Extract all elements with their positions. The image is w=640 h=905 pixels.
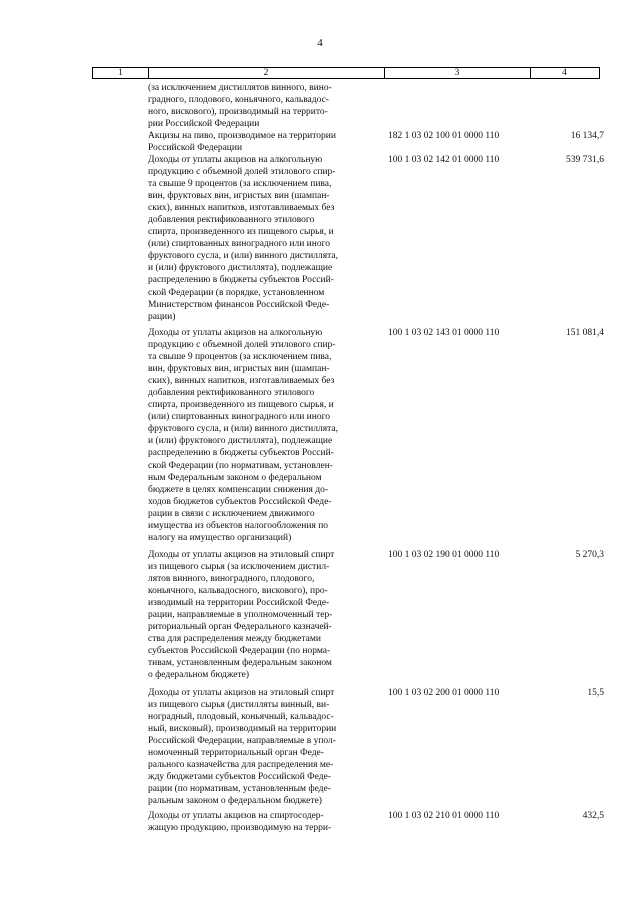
description-line: ства для распределения между бюджетами <box>148 634 321 645</box>
description-line: ного, вискового), производимый на террито- <box>148 107 328 118</box>
description-line: та свыше 9 процентов (за исключением пива, <box>148 179 332 190</box>
description-line: Доходы от уплаты акцизов на спиртосодер- <box>148 811 324 821</box>
description-line: ских), винных напитков, изготавливаемых без <box>148 203 335 214</box>
budget-code: 182 1 03 02 100 01 0000 110 <box>388 131 500 141</box>
amount: 15,5 <box>587 688 604 698</box>
description-line: ный, висковый), производимый на территории <box>148 724 337 735</box>
description-line: градного, плодового, коньячного, кальвадос- <box>148 95 329 106</box>
description-line: из пищевого сырья (за исключением дистил- <box>148 562 330 573</box>
description-line: рии Российской Федерации <box>148 119 260 130</box>
description-line: рации) <box>148 311 176 322</box>
row-description <box>148 82 370 130</box>
column-header-2: 2 <box>263 68 269 78</box>
description-line: и (или) фруктового дистиллята), подлежащие <box>148 263 333 274</box>
column-header-4: 4 <box>562 68 567 78</box>
column-header-3: 3 <box>454 68 460 78</box>
description-line: Доходы от уплаты акцизов на этиловый спирт <box>148 550 335 560</box>
column-header-1: 1 <box>118 68 123 78</box>
description-line: Доходы от уплаты акцизов на этиловый спирт <box>148 688 335 698</box>
description-line: распределению в бюджеты субъектов Россий- <box>148 275 334 286</box>
description-line: и (или) фруктового дистиллята), подлежащие <box>148 436 333 447</box>
table-header-row <box>92 67 600 79</box>
description-line: добавления ректификованного этилового <box>148 388 315 399</box>
description-line: номоченный территориальный орган Феде- <box>148 748 324 759</box>
description-line: ской Федерации (в порядке, установленном <box>148 287 325 298</box>
description-line: продукцию с объемной долей этилового спир- <box>148 167 336 178</box>
description-line: фруктового сусла, и (или) винного дистиллята, <box>148 424 338 435</box>
description-line: риториальный орган Федерального казначей- <box>148 622 332 633</box>
description-line: Российской Федерации, направляемые в упол- <box>148 736 336 747</box>
description-line: Российской Федерации <box>148 143 243 154</box>
description-line: Доходы от уплаты акцизов на алкогольную <box>148 155 323 165</box>
description-line: жду бюджетами субъектов Российской Феде- <box>148 772 331 783</box>
description-line: добавления ректификованного этилового <box>148 215 315 226</box>
description-line: ным Федеральным законом о федеральном <box>148 472 322 483</box>
description-line: фруктового сусла, и (или) винного дистиллята, <box>148 251 338 262</box>
description-line: спирта, произведенного из пищевого сырья, и <box>148 400 334 411</box>
description-line: ской Федерации (по нормативам, установлен- <box>148 460 333 471</box>
description-line: имущества из объектов налогообложения по <box>148 520 329 531</box>
description-line: ских), винных напитков, изготавливаемых без <box>148 376 335 387</box>
description-line: субъектов Российской Федерации (по норма- <box>148 646 331 657</box>
budget-code: 100 1 03 02 190 01 0000 110 <box>388 550 500 560</box>
description-line: та свыше 9 процентов (за исключением пива, <box>148 352 332 363</box>
description-line: рации в связи с исключением движимого <box>148 508 315 519</box>
description-line: о федеральном бюджете) <box>148 670 250 681</box>
row-description <box>148 810 370 834</box>
description-line: ноградный, плодовый, коньячный, кальвадос- <box>148 712 334 723</box>
description-line: вин, фруктовых вин, игристых вин (шампан- <box>148 364 330 375</box>
row-description <box>148 327 370 544</box>
description-line: продукцию с объемной долей этилового спир- <box>148 340 336 351</box>
description-line: распределению в бюджеты субъектов Россий- <box>148 448 334 459</box>
budget-code: 100 1 03 02 143 01 0000 110 <box>388 328 500 338</box>
description-line: налогу на имущество организаций) <box>148 532 292 543</box>
description-line: Доходы от уплаты акцизов на алкогольную <box>148 328 323 338</box>
row-description <box>148 154 370 323</box>
description-line: Акцизы на пиво, производимое на территории <box>148 131 336 141</box>
row-description <box>148 549 370 682</box>
description-line: Министерством финансов Российской Феде- <box>148 299 330 310</box>
amount: 16 134,7 <box>570 131 604 141</box>
page-number: 4 <box>317 37 323 49</box>
description-line: лятов винного, виноградного, плодового, <box>148 574 315 585</box>
budget-code: 100 1 03 02 200 01 0000 110 <box>388 688 500 698</box>
description-line: изводимый на территории Российской Феде- <box>148 598 330 609</box>
description-line: из пищевого сырья (дистилляты винный, ви- <box>148 700 330 711</box>
amount: 432,5 <box>582 811 604 821</box>
amount: 539 731,6 <box>566 155 604 165</box>
description-line: ральным законом о федеральном бюджете) <box>148 796 322 807</box>
description-line: ходов бюджетов субъектов Российской Феде- <box>148 496 332 507</box>
description-line: (или) спиртованных виноградного или иного <box>148 412 330 423</box>
description-line: рации (по нормативам, установленным феде- <box>148 784 331 795</box>
description-line: жащую продукцию, производимую на терри- <box>148 823 332 834</box>
amount: 5 270,3 <box>575 550 604 560</box>
budget-code: 100 1 03 02 210 01 0000 110 <box>388 811 500 821</box>
row-description <box>148 687 370 807</box>
description-line: (за исключением дистиллятов винного, вино- <box>148 83 332 93</box>
row-description <box>148 130 370 154</box>
amount: 151 081,4 <box>566 328 604 338</box>
budget-code: 100 1 03 02 142 01 0000 110 <box>388 155 500 165</box>
description-line: коньячного, кальвадосного, вискового), про- <box>148 586 328 597</box>
description-line: рации, направляемые в уполномоченный тер- <box>148 610 333 621</box>
description-line: рального казначейства для распределения ме- <box>148 760 334 771</box>
description-line: бюджете в целях компенсации снижения до- <box>148 484 329 495</box>
description-line: вин, фруктовых вин, игристых вин (шампан- <box>148 191 330 202</box>
description-line: тивам, установленным федеральным законом <box>148 658 332 669</box>
description-line: (или) спиртованных виноградного или иного <box>148 239 330 250</box>
description-line: спирта, произведенного из пищевого сырья, и <box>148 227 334 238</box>
